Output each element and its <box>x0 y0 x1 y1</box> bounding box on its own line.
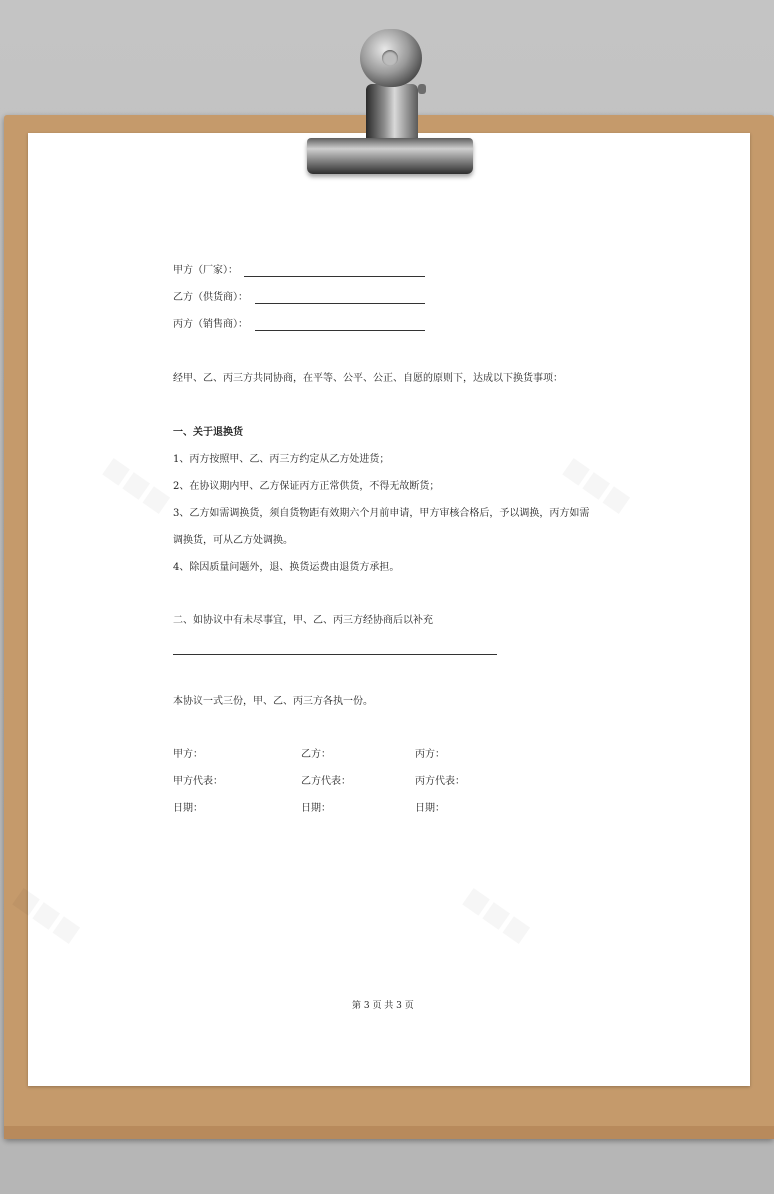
binder-clip-neck <box>366 84 418 142</box>
signature-rep-c: 丙方代表： <box>415 776 465 787</box>
section1-item: 2、在协议期内甲、乙方保证丙方正常供货，不得无故断货； <box>173 481 440 492</box>
section2-title: 二、如协议中有未尽事宜，甲、乙、丙三方经协商后以补充 <box>173 615 433 626</box>
section1-title: 一、关于退换货 <box>173 427 243 438</box>
intro-text: 经甲、乙、丙三方共同协商，在平等、公平、公正、自愿的原则下，达成以下换货事项： <box>173 373 563 384</box>
signature-rep-a: 甲方代表： <box>173 776 223 787</box>
binder-clip-hole <box>382 50 398 66</box>
signature-party-b: 乙方： <box>301 749 331 760</box>
section1-item: 4、除因质量问题外，退、换货运费由退货方承担。 <box>173 562 400 573</box>
party-b-label: 乙方（供货商）： <box>173 292 248 303</box>
section1-item: 3、乙方如需调换货，须自货物距有效期六个月前申请，甲方审核合格后，予以调换，丙方如需 <box>173 508 590 519</box>
page-number: 第 3 页 共 3 页 <box>352 1001 414 1011</box>
signature-rep-b: 乙方代表： <box>301 776 351 787</box>
section2-blank-line[interactable] <box>173 654 497 655</box>
party-a-blank[interactable] <box>244 276 425 277</box>
section1-item: 1、丙方按照甲、乙、丙三方约定从乙方处进货； <box>173 454 390 465</box>
signature-party-c: 丙方： <box>415 749 445 760</box>
clipboard-edge <box>4 1126 774 1139</box>
party-b-blank[interactable] <box>255 303 425 304</box>
signature-date-a: 日期： <box>173 803 203 814</box>
party-c-blank[interactable] <box>255 330 425 331</box>
section1-item: 调换货，可从乙方处调换。 <box>173 535 293 546</box>
party-a-label: 甲方（厂家）： <box>173 265 238 276</box>
signature-date-c: 日期： <box>415 803 445 814</box>
signature-party-a: 甲方： <box>173 749 203 760</box>
binder-clip-bolt <box>418 84 426 94</box>
binder-clip-base <box>307 138 473 174</box>
party-c-label: 丙方（销售商）： <box>173 319 248 330</box>
copies-text: 本协议一式三份，甲、乙、丙三方各执一份。 <box>173 696 373 707</box>
signature-date-b: 日期： <box>301 803 331 814</box>
